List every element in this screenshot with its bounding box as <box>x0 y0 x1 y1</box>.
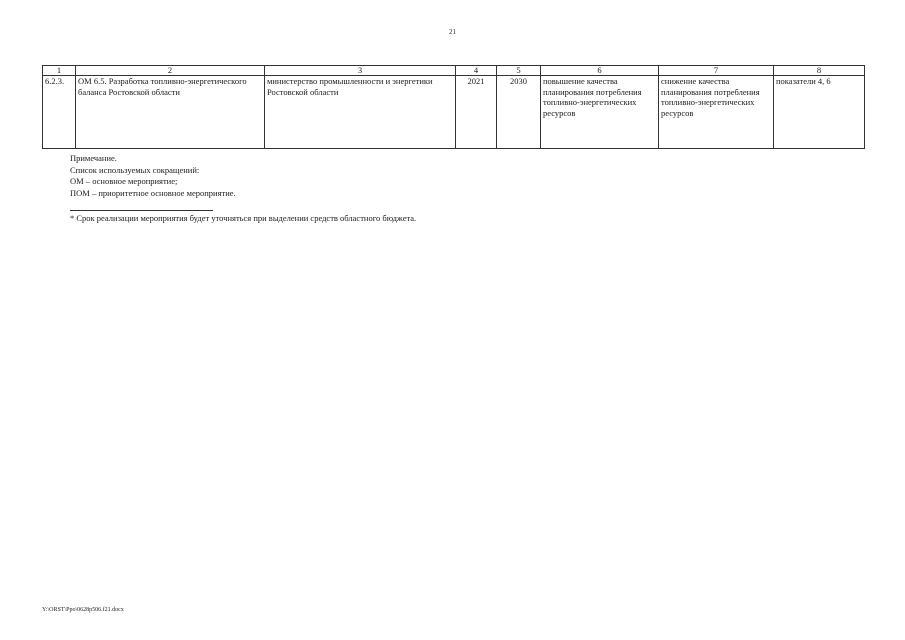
abbreviation-pom: ПОМ – приоритетное основное мероприятие. <box>70 187 236 198</box>
expected-result-cell: повышение качества планирования потребления топливно-энергетических ресурсов <box>541 76 659 149</box>
table-row <box>43 76 865 149</box>
table-header-row <box>43 66 865 76</box>
row-number-cell: 6.2.3. <box>43 76 76 149</box>
column-header-8: 8 <box>774 66 865 76</box>
column-header-3: 3 <box>265 66 456 76</box>
column-header-5: 5 <box>497 66 541 76</box>
column-header-1: 1 <box>43 66 76 76</box>
page-number: 21 <box>449 28 456 36</box>
column-header-6: 6 <box>541 66 659 76</box>
end-year-cell: 2030 <box>497 76 541 149</box>
column-header-4: 4 <box>456 66 497 76</box>
column-header-7: 7 <box>659 66 774 76</box>
activity-name-cell: ОМ 6.5. Разработка топливно-энергетического баланса Ростовской области <box>76 76 265 149</box>
indicators-cell: показатели 4, 6 <box>774 76 865 149</box>
footnote: * Срок реализации мероприятия будет уточняться при выделении средств областного бюджета. <box>70 213 417 223</box>
notes-block <box>70 153 236 199</box>
consequences-cell: снижение качества планирования потребления топливно-энергетических ресурсов <box>659 76 774 149</box>
executor-cell: министерство промышленности и энергетики Ростовской области <box>265 76 456 149</box>
start-year-cell: 2021 <box>456 76 497 149</box>
footnote-divider <box>70 210 213 211</box>
file-path: Y:\ORST\Ppo\0628p506.f21.docx <box>42 607 124 613</box>
activity-table <box>42 65 865 149</box>
abbreviation-list-title: Список используемых сокращений: <box>70 164 200 175</box>
column-header-2: 2 <box>76 66 265 76</box>
notes-title: Примечание. <box>70 153 117 163</box>
abbreviation-om: ОМ – основное мероприятие; <box>70 176 178 186</box>
